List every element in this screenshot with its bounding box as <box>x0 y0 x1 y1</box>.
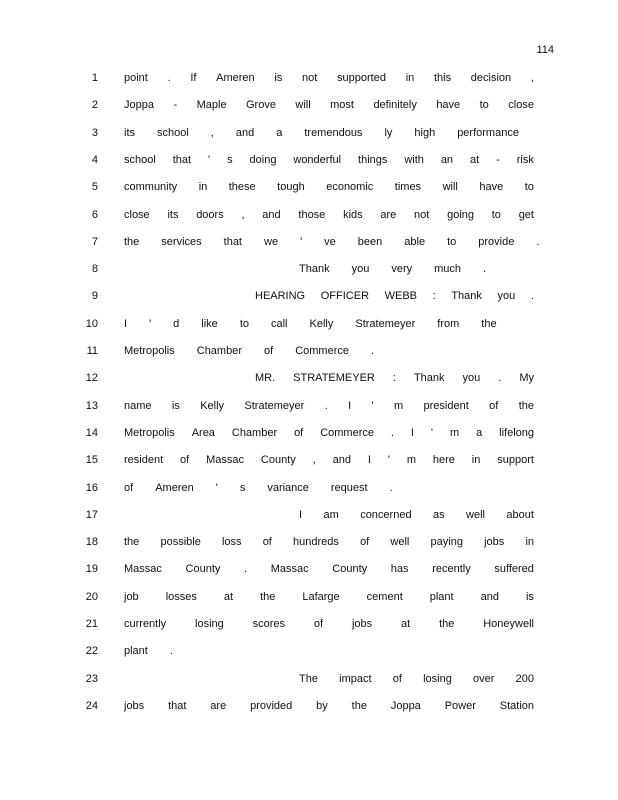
line-number: 24 <box>85 699 98 712</box>
line-text: school that ' s doing wonderful things with an at - risk <box>124 153 534 166</box>
line-number: 1 <box>91 72 98 84</box>
transcript-line <box>0 645 618 661</box>
transcript-line <box>0 99 618 115</box>
line-number: 19 <box>85 563 98 576</box>
transcript-line <box>0 154 618 170</box>
line-text: plant . <box>124 645 173 658</box>
line-number: 2 <box>91 99 98 112</box>
transcript-line <box>0 345 618 361</box>
transcript-line <box>0 209 618 225</box>
line-text: I am concerned as well about <box>299 508 534 521</box>
line-text: name is Kelly Stratemeyer . I ' m president of the <box>124 399 534 412</box>
line-number: 15 <box>85 454 98 467</box>
line-text: of Ameren ' s variance request . <box>124 481 393 494</box>
line-number: 8 <box>91 263 98 276</box>
line-number: 10 <box>85 317 98 330</box>
line-text: the services that we ' ve been able to provide . <box>124 235 540 248</box>
line-number: 20 <box>85 590 98 603</box>
line-number: 12 <box>85 372 98 385</box>
line-number: 5 <box>91 181 98 194</box>
transcript-line <box>0 536 618 552</box>
line-text: the possible loss of hundreds of well paying jobs in <box>124 536 534 549</box>
line-text: job losses at the Lafarge cement plant and is <box>124 590 534 603</box>
transcript-line <box>0 591 618 607</box>
line-text: Massac County . Massac County has recently suffered <box>124 563 534 576</box>
line-number: 18 <box>85 536 98 549</box>
line-number: 21 <box>85 618 98 630</box>
transcript-line <box>0 700 618 716</box>
line-text: resident of Massac County , and I ' m here in support <box>124 454 534 467</box>
line-text: jobs that are provided by the Joppa Power Station <box>124 699 534 712</box>
line-text: its school , and a tremendous ly high performance <box>124 126 519 139</box>
page-number: 114 <box>536 44 554 56</box>
transcript-line <box>0 181 618 197</box>
transcript-line <box>0 563 618 579</box>
line-text: close its doors , and those kids are not going to get <box>124 208 534 221</box>
line-text: The impact of losing over 200 <box>299 672 534 685</box>
transcript-line <box>0 290 618 306</box>
line-number: 7 <box>91 235 98 248</box>
line-text: I ' d like to call Kelly Stratemeyer from the <box>124 317 497 330</box>
line-number: 22 <box>85 645 98 658</box>
line-text: Metropolis Area Chamber of Commerce . I ' m a lifelong <box>124 426 534 439</box>
transcript-line <box>0 263 618 279</box>
transcript-line <box>0 618 618 634</box>
transcript-line <box>0 72 618 88</box>
transcript-line <box>0 482 618 498</box>
line-text: Metropolis Chamber of Commerce . <box>124 345 375 357</box>
line-number: 14 <box>85 426 98 439</box>
transcript-line <box>0 372 618 388</box>
line-text: MR. STRATEMEYER : Thank you . My <box>255 372 534 385</box>
line-text: point . If Ameren is not supported in this decision , <box>124 72 534 84</box>
line-number: 9 <box>91 290 98 303</box>
line-text: HEARING OFFICER WEBB : Thank you . <box>255 290 534 303</box>
line-text: currently losing scores of jobs at the Honeywell <box>124 618 534 630</box>
line-number: 16 <box>85 481 98 494</box>
line-number: 17 <box>85 508 98 521</box>
transcript-line <box>0 509 618 525</box>
transcript-line <box>0 400 618 416</box>
line-number: 4 <box>91 153 98 166</box>
line-number: 11 <box>86 345 98 357</box>
line-number: 6 <box>91 208 98 221</box>
transcript-line <box>0 236 618 252</box>
transcript-line <box>0 427 618 443</box>
line-number: 23 <box>85 672 98 685</box>
line-text: community in these tough economic times will have to <box>124 181 534 194</box>
line-number: 3 <box>91 126 98 139</box>
line-text: Thank you very much . <box>299 263 487 276</box>
transcript-line <box>0 318 618 334</box>
transcript-line <box>0 673 618 689</box>
transcript-line <box>0 127 618 143</box>
line-text: Joppa - Maple Grove will most definitely have to close <box>124 99 534 112</box>
line-number: 13 <box>85 399 98 412</box>
transcript-line <box>0 454 618 470</box>
